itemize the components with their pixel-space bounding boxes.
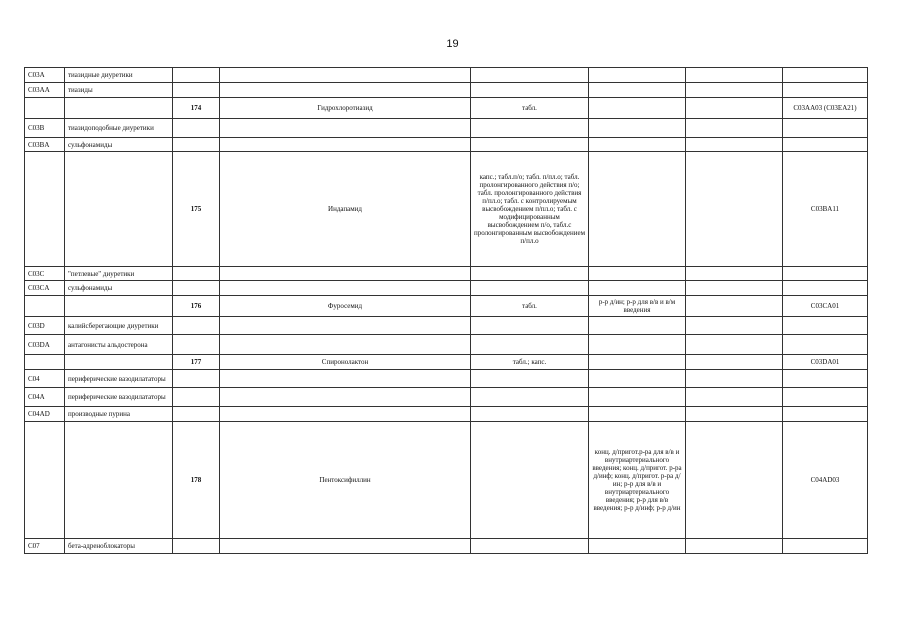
cell-extra (686, 539, 783, 554)
cell-group (65, 355, 173, 370)
cell-num: 178 (173, 422, 220, 539)
cell-num (173, 407, 220, 422)
cell-atc (783, 267, 868, 281)
cell-num (173, 388, 220, 407)
cell-num (173, 119, 220, 138)
cell-form (471, 267, 589, 281)
cell-code (25, 296, 65, 317)
cell-code (25, 152, 65, 267)
table-row (25, 422, 868, 539)
table-row (25, 138, 868, 152)
cell-group: тиазидные диуретики (65, 68, 173, 83)
cell-group (65, 422, 173, 539)
cell-atc (783, 83, 868, 98)
cell-extra (686, 370, 783, 388)
cell-form (471, 335, 589, 355)
cell-atc (783, 281, 868, 296)
cell-group: тиазиды (65, 83, 173, 98)
table-row (25, 267, 868, 281)
cell-name (220, 267, 471, 281)
cell-code: C03B (25, 119, 65, 138)
cell-form2 (589, 83, 686, 98)
cell-extra (686, 68, 783, 83)
cell-extra (686, 388, 783, 407)
cell-num: 175 (173, 152, 220, 267)
cell-name (220, 539, 471, 554)
cell-extra (686, 83, 783, 98)
cell-form (471, 317, 589, 335)
cell-extra (686, 296, 783, 317)
cell-atc (783, 539, 868, 554)
cell-name (220, 281, 471, 296)
cell-code: C04AD (25, 407, 65, 422)
table-row (25, 68, 868, 83)
cell-group: калийсберегающие диуретики (65, 317, 173, 335)
cell-extra (686, 138, 783, 152)
cell-atc (783, 407, 868, 422)
cell-num: 176 (173, 296, 220, 317)
cell-group: тиазидоподобные диуретики (65, 119, 173, 138)
drug-table (24, 67, 868, 554)
cell-atc: C03AA03 (C03EA21) (783, 98, 868, 119)
cell-form: табл. (471, 296, 589, 317)
table-row (25, 281, 868, 296)
cell-name: Индапамид (220, 152, 471, 267)
cell-code (25, 422, 65, 539)
cell-code (25, 355, 65, 370)
cell-form2 (589, 370, 686, 388)
cell-form2 (589, 98, 686, 119)
cell-name (220, 119, 471, 138)
cell-form: табл.; капс. (471, 355, 589, 370)
cell-name (220, 317, 471, 335)
table-row (25, 370, 868, 388)
cell-form2 (589, 407, 686, 422)
cell-group: периферические вазодилататоры (65, 370, 173, 388)
cell-form2 (589, 539, 686, 554)
cell-extra (686, 119, 783, 138)
cell-extra (686, 317, 783, 335)
cell-code: C03CA (25, 281, 65, 296)
cell-code: C04A (25, 388, 65, 407)
page-number: 19 (446, 38, 459, 50)
cell-group: сульфонамиды (65, 281, 173, 296)
table-row (25, 355, 868, 370)
cell-name (220, 68, 471, 83)
cell-group: бета-адреноблокаторы (65, 539, 173, 554)
cell-form2 (589, 138, 686, 152)
cell-form (471, 119, 589, 138)
cell-form2 (589, 119, 686, 138)
cell-code: C03BA (25, 138, 65, 152)
cell-form (471, 388, 589, 407)
cell-form2 (589, 152, 686, 267)
table-row (25, 539, 868, 554)
cell-atc (783, 138, 868, 152)
cell-extra (686, 407, 783, 422)
cell-form2 (589, 317, 686, 335)
cell-form2 (589, 335, 686, 355)
cell-group (65, 98, 173, 119)
cell-code: C03A (25, 68, 65, 83)
cell-group: периферические вазодилататоры (65, 388, 173, 407)
cell-atc (783, 370, 868, 388)
cell-form (471, 422, 589, 539)
cell-form (471, 83, 589, 98)
cell-form2 (589, 355, 686, 370)
table-row (25, 83, 868, 98)
cell-form2 (589, 388, 686, 407)
cell-group: "петлевые" диуретики (65, 267, 173, 281)
cell-code (25, 98, 65, 119)
cell-num (173, 267, 220, 281)
cell-num (173, 335, 220, 355)
cell-atc (783, 68, 868, 83)
cell-form2 (589, 68, 686, 83)
table-row (25, 119, 868, 138)
cell-name (220, 370, 471, 388)
cell-code: C03C (25, 267, 65, 281)
cell-name: Спиронолактон (220, 355, 471, 370)
cell-name: Пентоксифиллин (220, 422, 471, 539)
cell-name (220, 407, 471, 422)
cell-num: 177 (173, 355, 220, 370)
cell-num (173, 281, 220, 296)
cell-name (220, 83, 471, 98)
cell-form (471, 539, 589, 554)
cell-form2 (589, 281, 686, 296)
cell-num: 174 (173, 98, 220, 119)
cell-atc (783, 119, 868, 138)
cell-num (173, 138, 220, 152)
cell-atc: C03DA01 (783, 355, 868, 370)
cell-name: Фуросемид (220, 296, 471, 317)
table-row (25, 317, 868, 335)
cell-atc (783, 317, 868, 335)
table-row (25, 407, 868, 422)
cell-num (173, 68, 220, 83)
table-row (25, 296, 868, 317)
cell-extra (686, 152, 783, 267)
cell-extra (686, 281, 783, 296)
cell-name (220, 138, 471, 152)
cell-group: антагонисты альдостерона (65, 335, 173, 355)
cell-extra (686, 355, 783, 370)
cell-code: C03D (25, 317, 65, 335)
cell-atc: C03BA11 (783, 152, 868, 267)
cell-num (173, 317, 220, 335)
cell-atc: C03CA01 (783, 296, 868, 317)
cell-name (220, 388, 471, 407)
cell-num (173, 539, 220, 554)
cell-group (65, 296, 173, 317)
cell-name: Гидрохлоротиазид (220, 98, 471, 119)
cell-name (220, 335, 471, 355)
cell-group: производные пурина (65, 407, 173, 422)
cell-form: табл. (471, 98, 589, 119)
cell-extra (686, 267, 783, 281)
cell-group (65, 152, 173, 267)
cell-atc (783, 388, 868, 407)
cell-code: C03AA (25, 83, 65, 98)
cell-code: C04 (25, 370, 65, 388)
cell-form2: конц. д/пригот.р-ра для в/в и внутриартериального введения; конц. д/пригот. р-ра д/инф; конц. д/пригот. р-ра д/ин; р-р для в/в и внутриартериального введения; р-р для в/в введения; р-р д/инф; р-р д/ин (589, 422, 686, 539)
cell-atc: C04AD03 (783, 422, 868, 539)
cell-form (471, 138, 589, 152)
cell-form (471, 370, 589, 388)
cell-atc (783, 335, 868, 355)
cell-num (173, 370, 220, 388)
cell-num (173, 83, 220, 98)
table-row (25, 98, 868, 119)
table-row (25, 152, 868, 267)
cell-form2 (589, 267, 686, 281)
cell-code: C07 (25, 539, 65, 554)
cell-extra (686, 98, 783, 119)
cell-group: сульфонамиды (65, 138, 173, 152)
cell-extra (686, 422, 783, 539)
cell-form: капс.; табл.п/о; табл. п/пл.о; табл. пролонгированного действия п/о; табл. пролонгированного действия п/пл.о; табл. с контролируемым высвобождением п/пл.о; табл. с модифицированным высвобождением п/о, табл.с пролонгированным высвобождением п/пл.о (471, 152, 589, 267)
table-row (25, 335, 868, 355)
cell-form (471, 68, 589, 83)
cell-form2: р-р д/ин; р-р для в/в и в/м введения (589, 296, 686, 317)
cell-extra (686, 335, 783, 355)
cell-code: C03DA (25, 335, 65, 355)
table-row (25, 388, 868, 407)
cell-form (471, 407, 589, 422)
cell-form (471, 281, 589, 296)
